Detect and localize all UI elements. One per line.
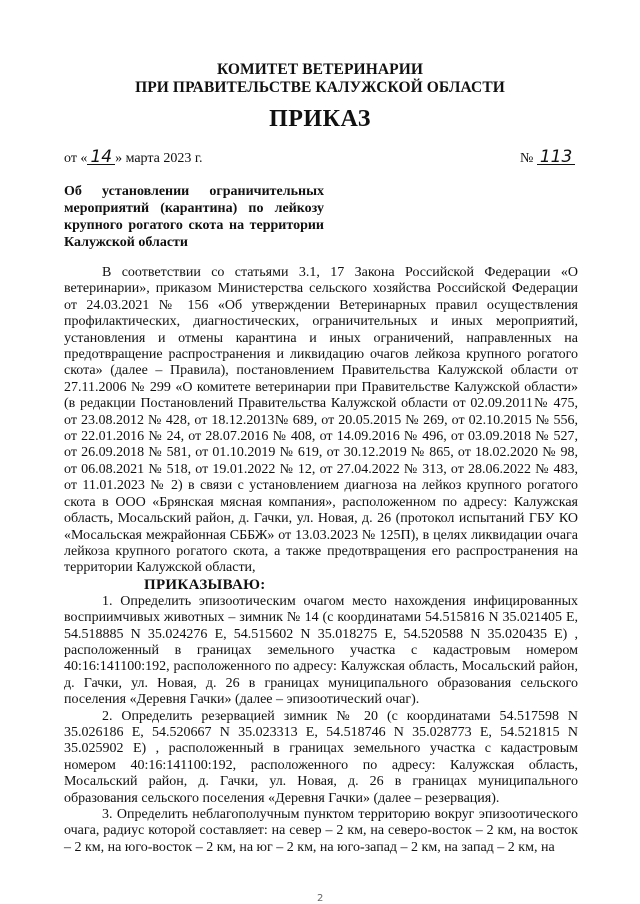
preamble-paragraph: В соответствии со статьями 3.1, 17 Закона Российской Федерации «О ветеринарии», приказом Министерства сельского хозяйства Российской Федерации от 24.03.2021 № 156 «Об утверждении Ветеринарных правил осуществления профилактических, диагностических, ограничительных и иных мероприятий, установления и отмены карантина и иных ограничений, направленных на предотвращение распространения и ликвидацию очагов лейкоза крупного рогатого скота» (далее – Правила), постановлением Правительства Калужской области от 27.11.2006 № 299 «О комитете ветеринарии при Правительстве Калужской области» (в редакции Постановлений Правительства Калужской области от 02.09.2011№ 475, от 23.08.2012 № 428, от 18.12.2013№ 689, от 20.05.2015 № 269, от 02.10.2015 № 556, от 22.01.2016 № 24, от 28.07.2016 № 408, от 14.09.2016 № 496, от 03.09.2018 № 527, от 26.09.2018 № 581, от 01.10.2019 № 619, от 30.12.2019 № 865, от 18.02.2020 № 98, от 06.08.2021 № 518, от 19.01.2022 № 12, от 27.04.2022 № 313, от 28.06.2022 № 483, от 11.01.2023 № 2) в связи с установлением диагноза на лейкоз крупного рогатого скота в ООО «Брянская мясная компания», расположенном по адресу: Калужская область, Мосальский район, д. Гачки, ул. Новая, д. 26 (протокол испытаний ГБУ КО «Мосальская межрайонная СББЖ» от 13.03.2023 № 125П), в целях ликвидации очага лейкоза крупного рогатого скота, а также предотвращения его распространения на территории Калужской области, — [64, 265, 578, 576]
committee-name: КОМИТЕТ ВЕТЕРИНАРИИ — [216, 61, 424, 78]
date-prefix: от « — [64, 151, 88, 166]
number-prefix: № — [520, 151, 534, 166]
document-body — [64, 265, 578, 856]
item-paragraph: 2. Определить резервацией зимник № 20 (с координатами 54.517598 N 35.026186 E, 54.520667 N 35.023313 E, 54.518746 N 35.028773 E, 54.521815 N 35.025902 E) , расположенный в границах земельного участка с кадастровым номером 40:16:141100:192, расположенного по адресу: Калужская область, Мосальский район, д. Гачки, ул. Новая, д. 26 в границах муниципального образования сельского поселения «Деревня Гачки» (далее – резервация). — [64, 708, 578, 806]
order-subject: Об установлении ограничительных мероприятий (карантина) по лейкозу крупного рогатого скота на территории Калужской области — [64, 184, 324, 250]
date-suffix: » марта 2023 г. — [115, 151, 203, 166]
item-paragraph: 1. Определить эпизоотическим очагом место нахождения инфицированных восприимчивых животных – зимник № 14 (с координатами 54.515816 N 35.021405 E, 54.518885 N 35.024276 E, 54.515602 N 35.018275 E, 54.520588 N 35.020435 E) , расположенный в границах земельного участка с кадастровым номером 40:16:141100:192, расположенного по адресу: Калужская область, Мосальский район, д. Гачки, ул. Новая, д. 26 в границах муниципального образования сельского поселения «Деревня Гачки» (далее – эпизоотический очаг). — [64, 593, 578, 708]
page-mark: 2 — [317, 893, 324, 904]
order-number — [520, 147, 575, 167]
date-day-handwritten: 14 — [87, 150, 115, 165]
document-title: ПРИКАЗ — [269, 106, 371, 132]
number-handwritten: 113 — [537, 150, 575, 165]
order-date — [64, 147, 203, 167]
committee-affiliation: ПРИ ПРАВИТЕЛЬСТВЕ КАЛУЖСКОЙ ОБЛАСТИ — [135, 79, 505, 96]
order-word: ПРИКАЗЫВАЮ: — [144, 576, 266, 593]
item-paragraph: 3. Определить неблагополучным пунктом территорию вокруг эпизоотического очага, радиус которой составляет: на север – 2 км, на северо-восток – 2 км, на восток – 2 км, на юго-восток – 2 км, на юг – 2 км, на юго-запад – 2 км, на запад – 2 км, на — [64, 807, 578, 855]
